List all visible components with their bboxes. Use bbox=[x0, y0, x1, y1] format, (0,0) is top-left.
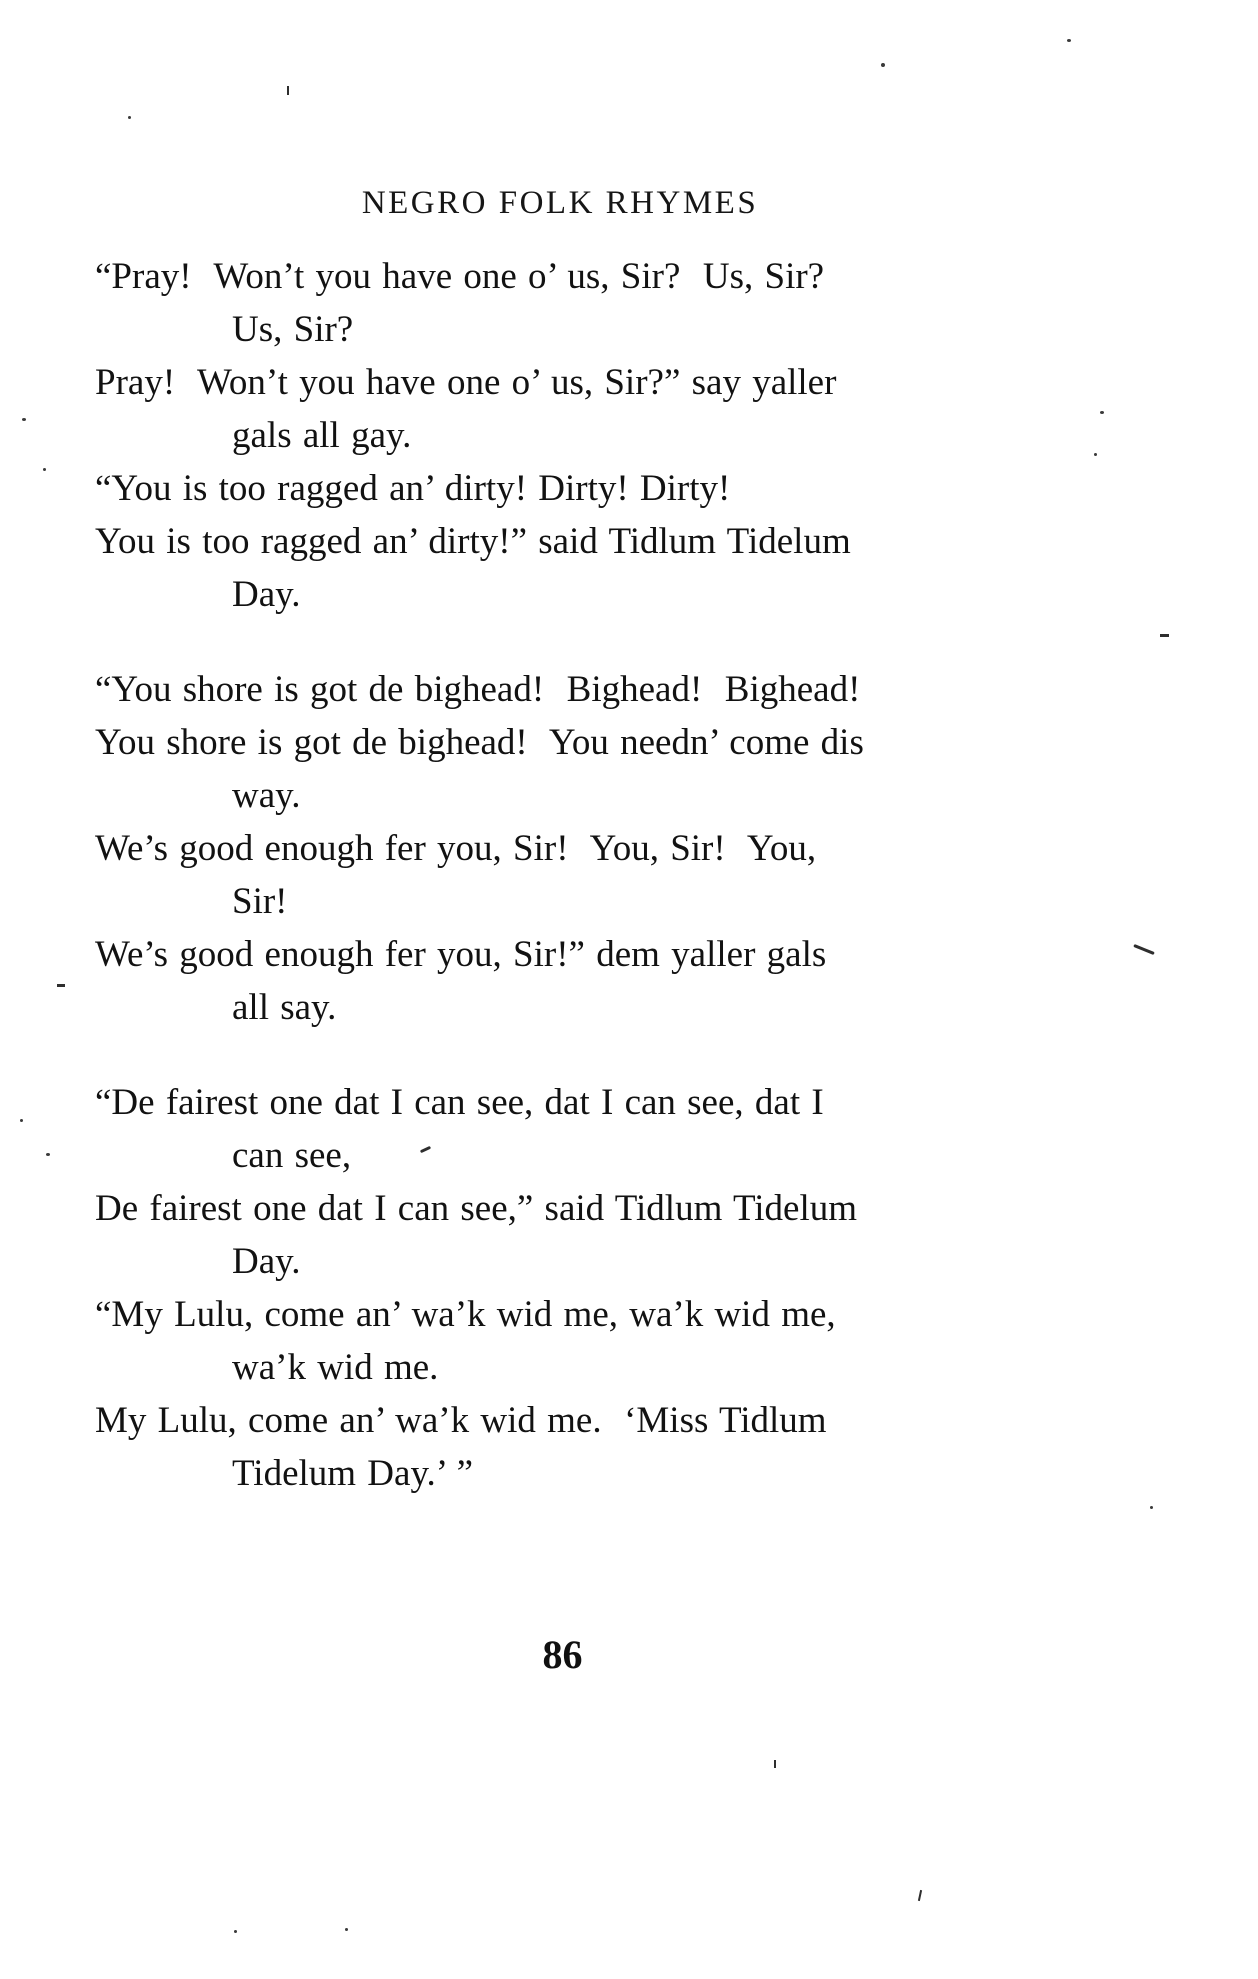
scan-speck bbox=[774, 1760, 776, 1768]
scan-speck bbox=[287, 86, 289, 95]
poem-line: all say. bbox=[232, 987, 337, 1028]
poem-line: “My Lulu, come an’ wa’k wid me, wa’k wid me, bbox=[95, 1294, 836, 1335]
poem-line: De fairest one dat I can see,” said Tidlum Tidelum bbox=[95, 1188, 858, 1229]
scan-speck bbox=[1160, 634, 1169, 637]
poem-line: Tidelum Day.’ ” bbox=[232, 1453, 474, 1494]
poem-line: Day. bbox=[232, 1241, 301, 1282]
poem-line: wa’k wid me. bbox=[232, 1347, 439, 1388]
scan-speck bbox=[22, 418, 26, 421]
scan-speck bbox=[46, 1153, 50, 1156]
poem-line: We’s good enough fer you, Sir!” dem yaller gals bbox=[95, 934, 827, 975]
poem-line: way. bbox=[232, 775, 301, 816]
poem-line: “Pray! Won’t you have one o’ us, Sir? Us, Sir? bbox=[95, 256, 825, 297]
poem-line: “You is too ragged an’ dirty! Dirty! Dirty! bbox=[95, 468, 731, 509]
scan-mark bbox=[1133, 944, 1155, 955]
poem-line: Us, Sir? bbox=[232, 309, 354, 350]
scan-speck bbox=[1100, 411, 1104, 414]
poem-line: “De fairest one dat I can see, dat I can see, dat I bbox=[95, 1082, 824, 1123]
poem-line: My Lulu, come an’ wa’k wid me. ‘Miss Tidlum bbox=[95, 1400, 827, 1441]
poem-line: You is too ragged an’ dirty!” said Tidlum Tidelum bbox=[95, 521, 851, 562]
poem-line: gals all gay. bbox=[232, 415, 412, 456]
scan-speck bbox=[1094, 453, 1097, 456]
poem-line: can see, bbox=[232, 1135, 352, 1176]
scan-speck bbox=[43, 468, 46, 471]
scan-speck bbox=[1150, 1506, 1153, 1509]
scan-mark bbox=[918, 1890, 922, 1901]
running-head: NEGRO FOLK RHYMES bbox=[361, 185, 759, 221]
page-number: 86 bbox=[542, 1632, 583, 1677]
poem-line: Sir! bbox=[232, 881, 288, 922]
poem-line: We’s good enough fer you, Sir! You, Sir! You, bbox=[95, 828, 817, 869]
poem-stanza bbox=[95, 663, 1080, 1034]
scan-speck bbox=[345, 1928, 348, 1931]
scan-speck bbox=[20, 1119, 23, 1122]
poem bbox=[95, 250, 1080, 1500]
poem-line: Day. bbox=[232, 574, 301, 615]
scan-speck bbox=[881, 63, 885, 67]
scan-speck bbox=[234, 1930, 237, 1933]
scan-speck bbox=[1067, 39, 1071, 42]
poem-line: Pray! Won’t you have one o’ us, Sir?” say yaller bbox=[95, 362, 837, 403]
poem-line: “You shore is got de bighead! Bighead! Bighead! bbox=[95, 669, 861, 710]
poem-stanza bbox=[95, 250, 1080, 621]
poem-line: You shore is got de bighead! You needn’ come dis bbox=[95, 722, 864, 763]
poem-stanza bbox=[95, 1076, 1080, 1500]
scan-speck bbox=[57, 984, 65, 987]
scan-speck bbox=[128, 116, 131, 119]
